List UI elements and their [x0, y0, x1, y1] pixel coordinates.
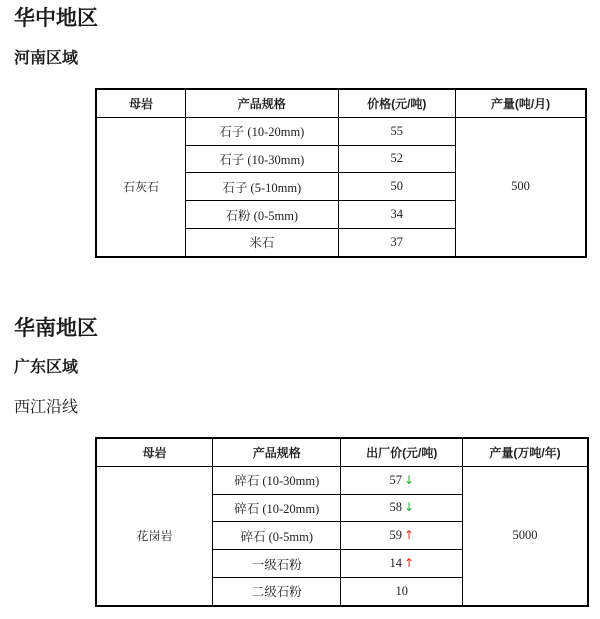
price-value: 14: [389, 556, 402, 571]
price-up-arrow-icon: ↑: [403, 556, 415, 571]
central-region-title: 华中地区: [14, 6, 98, 30]
table-row: [96, 466, 588, 494]
price-cell: 55: [338, 117, 456, 145]
price-down-arrow-icon: ↓: [403, 472, 415, 487]
price-cell: [341, 577, 463, 605]
price-value: 59: [389, 528, 402, 543]
spec-cell: 米石: [186, 228, 338, 256]
header-price: 价格(元/吨): [338, 89, 456, 117]
spec-cell: 二级石粉: [212, 577, 341, 605]
henan-region-subtitle: 河南区域: [14, 48, 79, 67]
header-rock: 母岩: [96, 89, 186, 117]
price-up-arrow-icon: ↑: [403, 528, 415, 543]
rock-type-cell: 花岗岩: [96, 466, 212, 605]
south-region-title: 华南地区: [14, 316, 98, 340]
price-down-arrow-icon: ↓: [403, 500, 415, 515]
central-price-table: [95, 88, 587, 258]
price-cell: [341, 522, 463, 550]
spec-cell: 石粉 (0-5mm): [186, 201, 338, 229]
guangdong-region-subtitle: 广东区域: [14, 357, 79, 376]
spec-cell: 碎石 (10-30mm): [212, 466, 341, 494]
price-cell: 52: [338, 145, 456, 173]
spec-cell: 碎石 (10-20mm): [212, 494, 341, 522]
spec-cell: 碎石 (0-5mm): [212, 522, 341, 550]
table-header-row: [96, 438, 588, 466]
header-price: 出厂价(元/吨): [341, 438, 463, 466]
spec-cell: 石子 (5-10mm): [186, 173, 338, 201]
price-cell: 37: [338, 228, 456, 256]
header-spec: 产品规格: [186, 89, 338, 117]
production-cell: 500: [456, 117, 586, 256]
spec-cell: 石子 (10-20mm): [186, 117, 338, 145]
price-cell: [341, 466, 463, 494]
price-cell: 34: [338, 201, 456, 229]
xijiang-line-label: 西江沿线: [14, 397, 79, 416]
production-cell: 5000: [462, 466, 588, 605]
price-value: 10: [395, 583, 408, 598]
price-value: 57: [389, 472, 402, 487]
rock-type-cell: 石灰石: [96, 117, 186, 256]
price-cell: 50: [338, 173, 456, 201]
header-rock: 母岩: [96, 438, 212, 466]
header-production: 产量(万吨/年): [462, 438, 588, 466]
table-header-row: [96, 89, 586, 117]
table-row: [96, 117, 586, 145]
spec-cell: 石子 (10-30mm): [186, 145, 338, 173]
header-spec: 产品规格: [212, 438, 341, 466]
price-cell: [341, 550, 463, 578]
spec-cell: 一级石粉: [212, 550, 341, 578]
price-value: 58: [389, 500, 402, 515]
header-production: 产量(吨/月): [456, 89, 586, 117]
south-price-table: [95, 437, 589, 607]
price-cell: [341, 494, 463, 522]
